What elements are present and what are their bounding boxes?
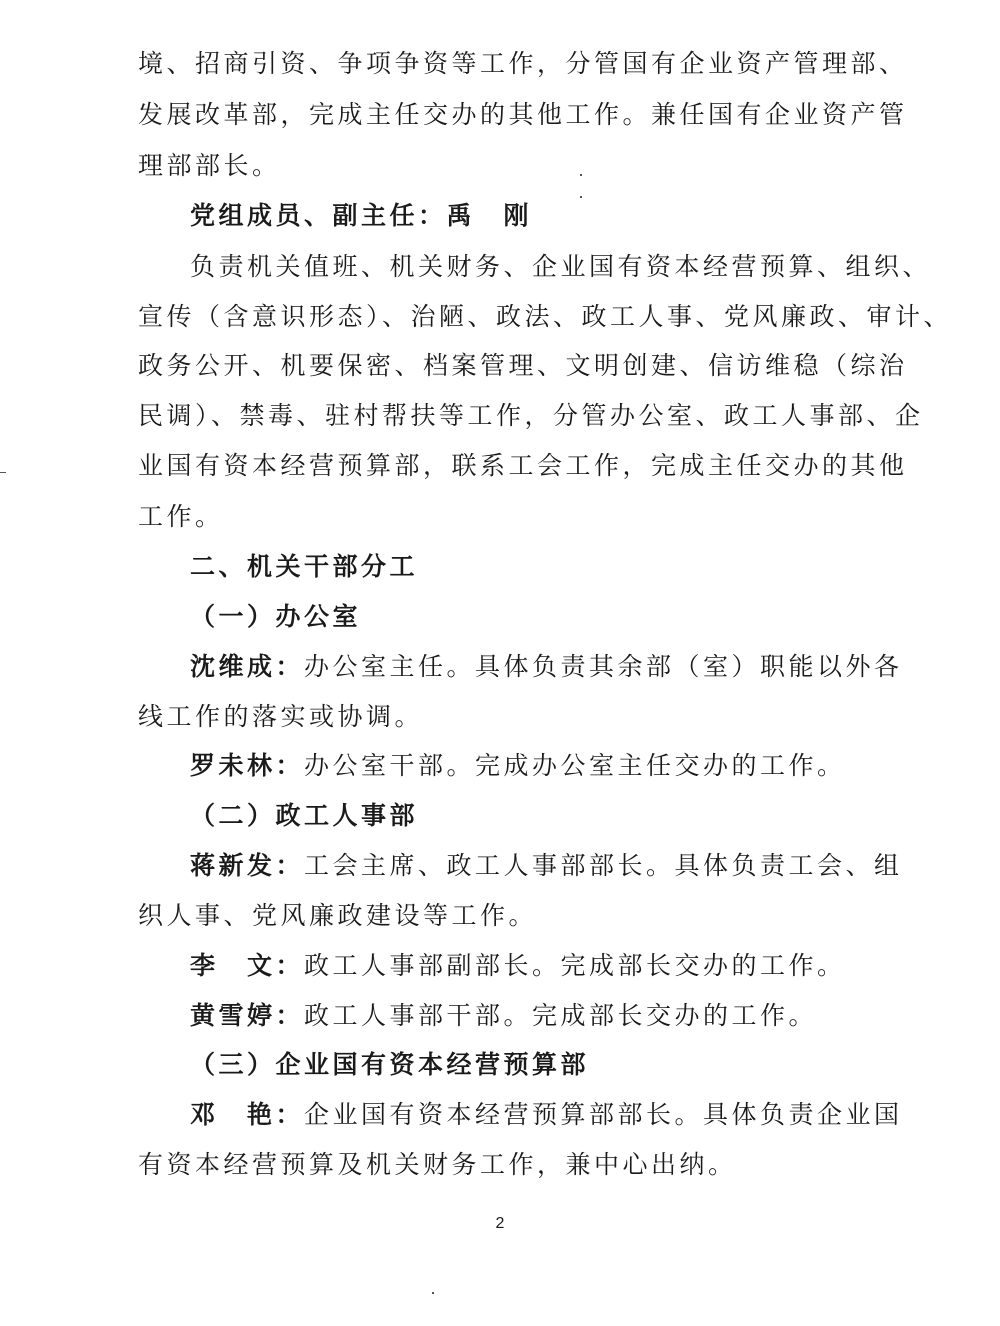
body-line: 境、招商引资、争项争资等工作，分管国有企业资产管理部、: [138, 49, 908, 78]
staff-name: 黄雪婷：: [190, 1001, 305, 1030]
staff-entry: [190, 1097, 903, 1133]
staff-name: 李 文：: [190, 951, 305, 980]
staff-name: 沈维成：: [190, 652, 305, 681]
subsection-heading: （二）政工人事部: [190, 801, 419, 830]
staff-duty: 企业国有资本经营预算部部长。具体负责企业国: [304, 1100, 903, 1129]
body-line: 工作。: [138, 502, 224, 531]
staff-name: 罗未林：: [190, 751, 305, 780]
body-line: 负责机关值班、机关财务、企业国有资本经营预算、组织、: [190, 252, 932, 281]
staff-entry: [190, 649, 903, 685]
body-line: 织人事、党风廉政建设等工作。: [138, 901, 538, 930]
staff-duty: 政工人事部副部长。完成部长交办的工作。: [304, 951, 846, 980]
staff-name: 邓 艳：: [190, 1100, 305, 1129]
staff-duty: 办公室干部。完成办公室主任交办的工作。: [304, 751, 846, 780]
staff-entry: [190, 948, 846, 984]
staff-entry: [190, 748, 846, 784]
body-line: 理部部长。: [138, 151, 281, 180]
leader-heading: 党组成员、副主任：禹 刚: [190, 201, 533, 230]
staff-entry: [190, 848, 903, 884]
staff-duty: 工会主席、政工人事部部长。具体负责工会、组: [304, 851, 903, 880]
page-number: 2: [495, 1215, 505, 1232]
body-line: 有资本经营预算及机关财务工作，兼中心出纳。: [138, 1150, 737, 1179]
staff-duty: 政工人事部干部。完成部长交办的工作。: [304, 1001, 818, 1030]
body-line: 发展改革部，完成主任交办的其他工作。兼任国有企业资产管: [138, 100, 908, 129]
staff-entry: [190, 998, 817, 1034]
subsection-heading: （三）企业国有资本经营预算部: [190, 1050, 590, 1079]
staff-duty: 办公室主任。具体负责其余部（室）职能以外各: [304, 652, 903, 681]
subsection-heading: （一）办公室: [190, 602, 362, 631]
body-line: 宣传（含意识形态）、治陋、政法、政工人事、党风廉政、审计、: [138, 302, 953, 331]
body-line: 民调）、禁毒、驻村帮扶等工作，分管办公室、政工人事部、企: [138, 401, 924, 430]
scan-speck: [432, 1292, 434, 1294]
scan-edge-mark: [0, 472, 6, 473]
scan-speck: [580, 174, 582, 176]
body-line: 政务公开、机要保密、档案管理、文明创建、信访维稳（综治: [138, 351, 908, 380]
body-line: 业国有资本经营预算部，联系工会工作，完成主任交办的其他: [138, 451, 908, 480]
scan-speck: [580, 196, 582, 198]
body-line: 线工作的落实或协调。: [138, 702, 424, 731]
staff-name: 蒋新发：: [190, 851, 305, 880]
section-heading: 二、机关干部分工: [190, 552, 419, 581]
